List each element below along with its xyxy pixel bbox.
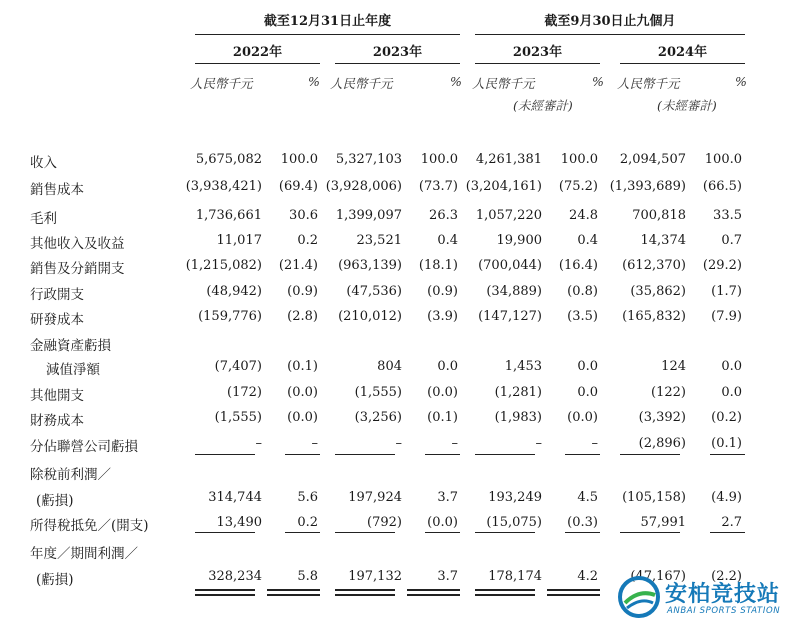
row-label: 除稅前利潤／ xyxy=(30,467,111,483)
table-cell: – xyxy=(535,436,542,451)
table-cell: – xyxy=(255,436,262,451)
table-cell: (35,862) xyxy=(630,284,686,299)
table-cell: 328,234 xyxy=(208,569,262,584)
table-cell: (1,555) xyxy=(214,410,262,425)
table-cell: (47,536) xyxy=(346,284,402,299)
table-cell: 5.6 xyxy=(297,490,318,505)
table-cell: (73.7) xyxy=(418,179,458,194)
table-cell: – xyxy=(311,436,318,451)
unit-rmb-3: 人民幣千元 xyxy=(472,76,535,91)
row-label: 行政開支 xyxy=(30,287,84,303)
total-rule-c4-b xyxy=(407,594,460,596)
table-cell: (105,158) xyxy=(622,490,686,505)
watermark-title: 安柏竞技站 xyxy=(665,582,781,607)
table-cell: 100.0 xyxy=(560,152,598,167)
subtotal-rule-c3 xyxy=(335,454,395,455)
table-cell: (48,942) xyxy=(206,284,262,299)
unaudited-label-1: (未經審計) xyxy=(513,98,573,113)
unit-pct-4: % xyxy=(735,74,747,89)
table-cell: 5,327,103 xyxy=(335,152,402,167)
table-cell: 100.0 xyxy=(280,152,318,167)
table-cell: (0.9) xyxy=(427,284,458,299)
table-cell: 14,374 xyxy=(640,233,686,248)
table-cell: (792) xyxy=(367,515,402,530)
total-rule-c5-b xyxy=(475,594,535,596)
table-cell: (165,832) xyxy=(622,309,686,324)
subtotal-rule-c4 xyxy=(425,454,460,455)
year-2023-9m-header: 2023年 xyxy=(512,45,563,60)
table-cell: (29.2) xyxy=(702,258,742,273)
table-cell: 0.4 xyxy=(437,233,458,248)
table-cell: (147,127) xyxy=(478,309,542,324)
table-cell: 700,818 xyxy=(632,208,686,223)
table-cell: (3.9) xyxy=(427,309,458,324)
table-cell: (3,256) xyxy=(354,410,402,425)
table-cell: (0.1) xyxy=(287,359,318,374)
row-label: 財務成本 xyxy=(30,413,84,429)
header-rule-right xyxy=(475,34,745,35)
table-cell: 3.7 xyxy=(437,569,458,584)
table-cell: (69.4) xyxy=(278,179,318,194)
table-cell: (21.4) xyxy=(278,258,318,273)
tax-rule-c8 xyxy=(710,532,745,533)
table-cell: 0.0 xyxy=(577,359,598,374)
table-cell: 4,261,381 xyxy=(475,152,542,167)
unit-pct-3: % xyxy=(592,74,604,89)
table-cell: (963,139) xyxy=(338,258,402,273)
table-cell: 1,057,220 xyxy=(475,208,542,223)
year-rule-3 xyxy=(475,63,600,64)
table-cell: 0.2 xyxy=(297,515,318,530)
table-cell: 3.7 xyxy=(437,490,458,505)
total-rule-c1-b xyxy=(195,594,255,596)
table-cell: 33.5 xyxy=(713,208,742,223)
table-cell: (0.0) xyxy=(427,515,458,530)
table-cell: 0.2 xyxy=(297,233,318,248)
table-cell: 30.6 xyxy=(289,208,318,223)
table-cell: – xyxy=(591,436,598,451)
table-cell: 23,521 xyxy=(356,233,402,248)
table-cell: 1,453 xyxy=(504,359,542,374)
table-cell: (0.1) xyxy=(427,410,458,425)
tax-rule-c4 xyxy=(425,532,460,533)
year-2023-header: 2023年 xyxy=(372,45,423,60)
table-cell: (4.9) xyxy=(711,490,742,505)
table-cell: (2.8) xyxy=(287,309,318,324)
total-rule-c2-a xyxy=(267,589,320,591)
total-rule-c3-b xyxy=(335,594,395,596)
table-cell: (1,393,689) xyxy=(609,179,686,194)
year-rule-4 xyxy=(620,63,745,64)
tax-rule-c1 xyxy=(195,532,255,533)
table-cell: (210,012) xyxy=(338,309,402,324)
year-rule-1 xyxy=(195,63,320,64)
header-group-nine-months: 截至9月30日止九個月 xyxy=(544,14,676,29)
table-cell: (3,204,161) xyxy=(465,179,542,194)
unit-rmb-4: 人民幣千元 xyxy=(617,76,680,91)
table-cell: (34,889) xyxy=(486,284,542,299)
row-label: 年度／期間利潤／ xyxy=(30,546,138,562)
table-cell: (0.0) xyxy=(427,385,458,400)
unit-rmb-1: 人民幣千元 xyxy=(190,76,253,91)
year-rule-2 xyxy=(335,63,460,64)
table-cell: – xyxy=(451,436,458,451)
table-cell: (159,776) xyxy=(198,309,262,324)
table-cell: (18.1) xyxy=(418,258,458,273)
subtotal-rule-c1 xyxy=(195,454,255,455)
table-cell: 100.0 xyxy=(704,152,742,167)
table-cell: 0.0 xyxy=(437,359,458,374)
table-cell: (172) xyxy=(227,385,262,400)
unit-pct-2: % xyxy=(450,74,462,89)
table-cell: (15,075) xyxy=(486,515,542,530)
table-cell: 0.0 xyxy=(721,385,742,400)
table-cell: (1,983) xyxy=(494,410,542,425)
table-cell: 26.3 xyxy=(429,208,458,223)
table-cell: 0.7 xyxy=(721,233,742,248)
table-cell: 4.5 xyxy=(577,490,598,505)
total-rule-c6-a xyxy=(547,589,600,591)
row-label: 其他收入及收益 xyxy=(30,236,125,252)
table-cell: (0.3) xyxy=(567,515,598,530)
tax-rule-c5 xyxy=(475,532,535,533)
table-cell: 2,094,507 xyxy=(619,152,686,167)
row-label: 毛利 xyxy=(30,211,57,227)
subtotal-rule-c7 xyxy=(620,454,680,455)
station-logo-icon xyxy=(617,575,661,619)
table-cell: (47,167) xyxy=(630,569,686,584)
table-cell: 100.0 xyxy=(420,152,458,167)
tax-rule-c6 xyxy=(565,532,600,533)
table-cell: (612,370) xyxy=(622,258,686,273)
subtotal-rule-c8 xyxy=(710,454,745,455)
table-cell: (0.8) xyxy=(567,284,598,299)
table-cell: (0.0) xyxy=(567,410,598,425)
table-cell: 19,900 xyxy=(496,233,542,248)
total-rule-c2-b xyxy=(267,594,320,596)
tax-rule-c3 xyxy=(335,532,395,533)
table-cell: 0.4 xyxy=(577,233,598,248)
row-label: 所得稅抵免／(開支) xyxy=(30,518,149,534)
table-cell: (3.5) xyxy=(567,309,598,324)
row-label: 金融資產虧損 xyxy=(30,338,111,354)
table-cell: (122) xyxy=(651,385,686,400)
row-label: 減值淨額 xyxy=(46,362,100,378)
unit-pct-1: % xyxy=(308,74,320,89)
table-cell: (1.7) xyxy=(711,284,742,299)
table-cell: (66.5) xyxy=(702,179,742,194)
header-rule-left xyxy=(195,34,460,35)
table-cell: 197,132 xyxy=(348,569,402,584)
total-rule-c3-a xyxy=(335,589,395,591)
row-label: (虧損) xyxy=(36,493,74,509)
table-cell: 804 xyxy=(377,359,402,374)
table-cell: (16.4) xyxy=(558,258,598,273)
table-cell: – xyxy=(395,436,402,451)
tax-rule-c7 xyxy=(620,532,680,533)
table-cell: (0.0) xyxy=(287,385,318,400)
table-cell: 0.0 xyxy=(577,385,598,400)
table-cell: 178,174 xyxy=(488,569,542,584)
row-label: 收入 xyxy=(30,155,57,171)
total-rule-c1-a xyxy=(195,589,255,591)
table-cell: (3,928,006) xyxy=(325,179,402,194)
table-cell: 124 xyxy=(661,359,686,374)
table-cell: 24.8 xyxy=(569,208,598,223)
unit-rmb-2: 人民幣千元 xyxy=(330,76,393,91)
header-group-year-ended: 截至12月31日止年度 xyxy=(263,14,392,29)
table-cell: 4.2 xyxy=(577,569,598,584)
table-cell: 5,675,082 xyxy=(195,152,262,167)
table-cell: (0.1) xyxy=(711,436,742,451)
tax-rule-c2 xyxy=(285,532,320,533)
year-2024-9m-header: 2024年 xyxy=(657,45,708,60)
table-cell: 0.0 xyxy=(721,359,742,374)
subtotal-rule-c5 xyxy=(475,454,535,455)
unaudited-label-2: (未經審計) xyxy=(657,98,717,113)
table-cell: 5.8 xyxy=(297,569,318,584)
table-cell: 57,991 xyxy=(640,515,686,530)
table-cell: (2.2) xyxy=(711,569,742,584)
table-cell: (3,392) xyxy=(638,410,686,425)
year-2022-header: 2022年 xyxy=(232,45,283,60)
row-label: 分佔聯營公司虧損 xyxy=(30,439,138,455)
row-label: 其他開支 xyxy=(30,388,84,404)
table-cell: 1,399,097 xyxy=(335,208,402,223)
table-cell: 197,924 xyxy=(348,490,402,505)
row-label: 研發成本 xyxy=(30,312,84,328)
table-cell: (700,044) xyxy=(478,258,542,273)
table-cell: 1,736,661 xyxy=(195,208,262,223)
watermark-subtitle: ANBAI SPORTS STATION xyxy=(667,606,781,616)
total-rule-c5-a xyxy=(475,589,535,591)
table-cell: (1,281) xyxy=(494,385,542,400)
watermark-logo xyxy=(617,575,795,621)
table-cell: (1,555) xyxy=(354,385,402,400)
total-rule-c4-a xyxy=(407,589,460,591)
subtotal-rule-c2 xyxy=(285,454,320,455)
table-cell: 314,744 xyxy=(208,490,262,505)
subtotal-rule-c6 xyxy=(565,454,600,455)
table-cell: (2,896) xyxy=(638,436,686,451)
table-cell: 13,490 xyxy=(216,515,262,530)
table-cell: 11,017 xyxy=(216,233,262,248)
table-cell: (1,215,082) xyxy=(185,258,262,273)
table-cell: (7,407) xyxy=(214,359,262,374)
table-cell: 2.7 xyxy=(721,515,742,530)
table-cell: (3,938,421) xyxy=(185,179,262,194)
row-label: 銷售成本 xyxy=(30,182,84,198)
table-cell: (7.9) xyxy=(711,309,742,324)
row-label: 銷售及分銷開支 xyxy=(30,261,125,277)
row-label: (虧損) xyxy=(36,572,74,588)
table-cell: (0.0) xyxy=(287,410,318,425)
table-cell: (0.2) xyxy=(711,410,742,425)
total-rule-c6-b xyxy=(547,594,600,596)
table-cell: (75.2) xyxy=(558,179,598,194)
table-cell: 193,249 xyxy=(488,490,542,505)
table-cell: (0.9) xyxy=(287,284,318,299)
